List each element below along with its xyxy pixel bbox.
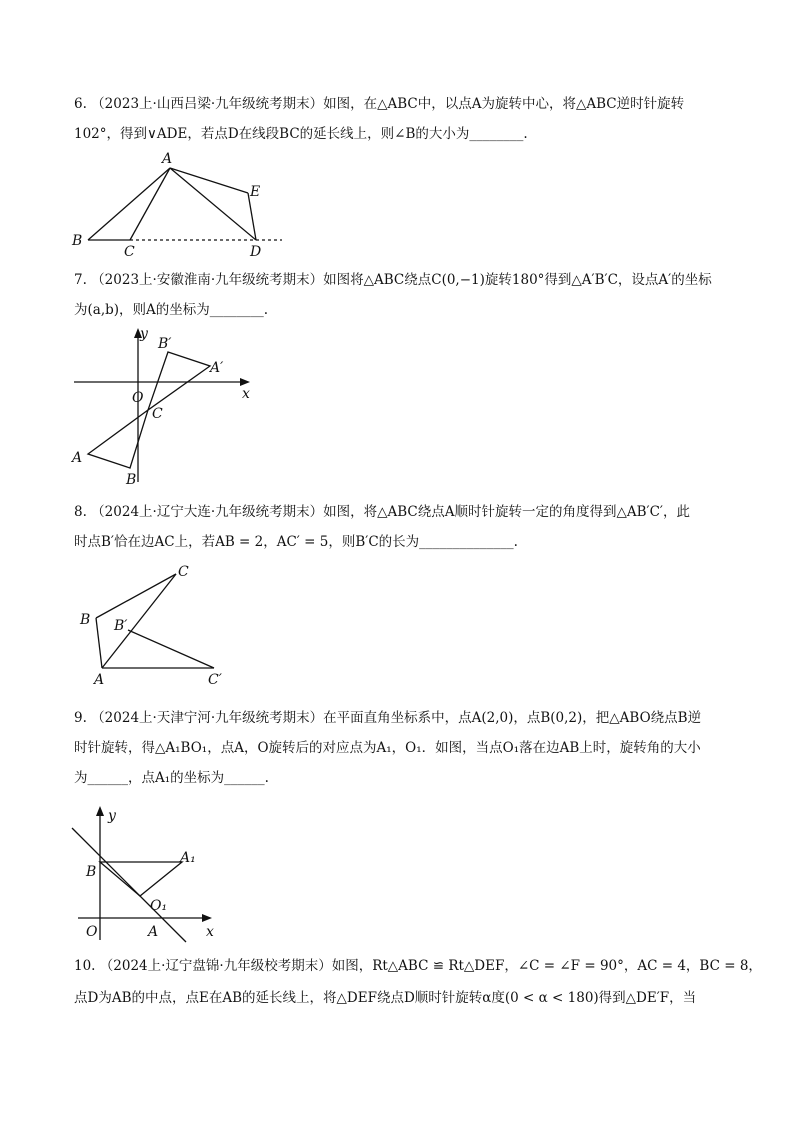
q7-axis-y: y [140,326,148,342]
q6-label-B: B [72,233,83,249]
q6-text-line2: 102°，得到∨ADE，若点D在线段BC的延长线上，则∠B的大小为________. [74,126,528,142]
q7-label-A: A [72,450,83,466]
q9-figure [66,800,236,948]
q9-text-line3: 为______，点A₁的坐标为______. [74,770,269,786]
q9-axis-y: y [108,808,116,824]
q9-label-B: B [86,864,97,880]
q7-label-B: B [126,472,137,488]
q8-figure [70,556,250,690]
q8-label-C: C [178,564,189,580]
q7-figure [60,322,260,490]
q6-figure [60,148,300,258]
q6-text-line1: 6. （2023上·山西吕梁·九年级统考期末）如图，在△ABC中，以点A为旋转中心，将△ABC逆时针旋转 [74,96,685,112]
q7-label-O: O [132,390,144,406]
q9-label-O1: O₁ [150,898,168,914]
q7-label-C: C [152,406,163,422]
q10-text-line1: 10. （2024上·辽宁盘锦·九年级校考期末）如图，Rt△ABC ≌ Rt△DEF，∠C = ∠F = 90°，AC = 4，BC = 8， [74,958,762,974]
q7-text-line2: 为(a,b)，则A的坐标为________. [74,302,269,318]
q7-axis-x: x [242,386,250,402]
q9-axis-x: x [206,924,214,940]
q7-label-Bp: B′ [158,336,172,352]
q7-label-Ap: A′ [210,360,224,376]
q9-text-line2: 时针旋转，得△A₁BO₁，点A，O旋转后的对应点为A₁，O₁．如图，当点O₁落在边AB上时，旋转角的大小 [74,740,701,756]
q6-label-C: C [124,244,135,258]
q6-label-D: D [250,244,262,258]
q10-text-line2: 点D为AB的中点，点E在AB的延长线上，将△DEF绕点D顺时针旋转α度(0 < α < 180)得到△DE′F，当 [74,990,697,1006]
q9-label-A1: A₁ [180,850,196,866]
q8-text-line2: 时点B′恰在边AC上，若AB = 2，AC′ = 5，则B′C的长为______________. [74,534,518,550]
q6-label-A: A [162,151,173,167]
q8-label-Cp: C′ [208,672,222,688]
q7-text-line1: 7. （2023上·安徽淮南·九年级统考期末）如图将△ABC绕点C(0,−1)旋转180°得到△A′B′C，设点A′的坐标 [74,272,712,288]
q9-label-A: A [148,924,159,940]
q6-label-E: E [250,184,261,200]
q8-label-Bp: B′ [114,618,128,634]
q9-text-line1: 9. （2024上·天津宁河·九年级统考期末）在平面直角坐标系中，点A(2,0)，点B(0,2)，把△ABO绕点B逆 [74,710,702,726]
q8-label-B: B [80,612,91,628]
q8-label-A: A [94,672,105,688]
q9-label-O: O [86,924,98,940]
q8-text-line1: 8. （2024上·辽宁大连·九年级统考期末）如图，将△ABC绕点A顺时针旋转一定的角度得到△AB′C′，此 [74,504,691,520]
